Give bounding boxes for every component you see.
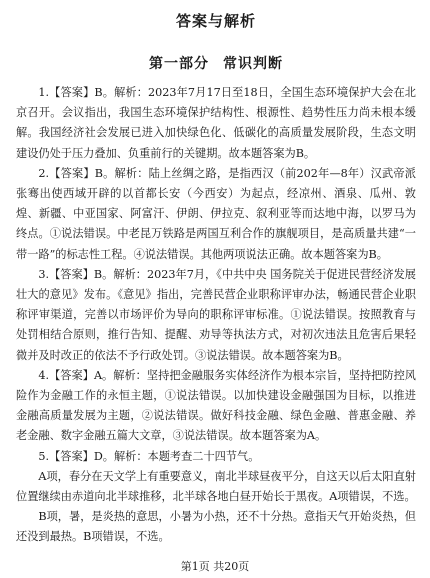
answer-paragraph-5-option-b: B项，暑，是炎热的意思，小暑为小热，还不十分热。意指天气开始炎热，但还没到最热。B项错误，不选。 (16, 510, 416, 544)
answer-paragraph-4: 4.【答案】A。解析：坚持把金融服务实体经济作为根本宗旨，坚持把防控风险作为金融工作的永恒主题，①说法错误。以加快建设金融强国为目标，以推进金融高质量发展为主题，②说法错误。做好科技金融、绿色金融、普惠金融、养老金融、数字金融五篇大文章，③说法错误。故本题答案为A。 (16, 368, 416, 443)
page-footer: 第1页 共20页 (180, 560, 250, 573)
answer-paragraph-1: 1.【答案】B。解析：2023年7月17日至18日，全国生态环境保护大会在北京召开。会议指出，我国生态环境保护结构性、根源性、趋势性压力尚未根本缓解。我国经济社会发展已进入加快绿色化、低碳化的高质量发展阶段，生态文明建设仍处于压力叠加、负重前行的关键期。故本题答案为B。 (16, 86, 416, 160)
section-part: 第一部分 (149, 56, 209, 72)
document-title: 答案与解析 (175, 12, 256, 30)
section-name: 常识判断 (223, 56, 283, 72)
section-title (16, 53, 416, 73)
answer-paragraph-5: 5.【答案】D。解析：本题考查二十四节气。 (38, 449, 260, 463)
answer-paragraph-3: 3.【答案】B。解析：2023年7月，《中共中央 国务院关于促进民营经济发展壮大的意见》发布。《意见》指出，完善民营企业职称评审办法，畅通民营企业职称评审渠道，完善以市场评价为导向的职称评审标准。①说法错误。按照教育与处罚相结合原则，推行告知、提醒、劝导等执法方式，对初次违法且危害后果轻微并及时改正的依法不予行政处罚。③说法错误。故本题答案为B。 (16, 267, 416, 362)
answer-paragraph-2: 2.【答案】B。解析：陆上丝绸之路，是指西汉（前202年—8年）汉武帝派张骞出使西域开辟的以首都长安（今西安）为起点，经凉州、酒泉、瓜州、敦煌、新疆、中亚国家、阿富汗、伊朗、伊拉克、叙利亚等而达地中海，以罗马为终点。①说法错误。中老昆万铁路是两国互利合作的旗舰项目，是高质量共建“一带一路”的标志性工程。④说法错误。其他两项说法正确。故本题答案为B。 (16, 166, 416, 261)
answer-paragraph-5-option-a: A项，春分在天文学上有重要意义，南北半球昼夜平分，自这天以后太阳直射位置继续由赤道向北半球推移，北半球各地白昼开始长于黑夜。A项错误，不选。 (16, 469, 416, 504)
answer-body (16, 83, 416, 548)
